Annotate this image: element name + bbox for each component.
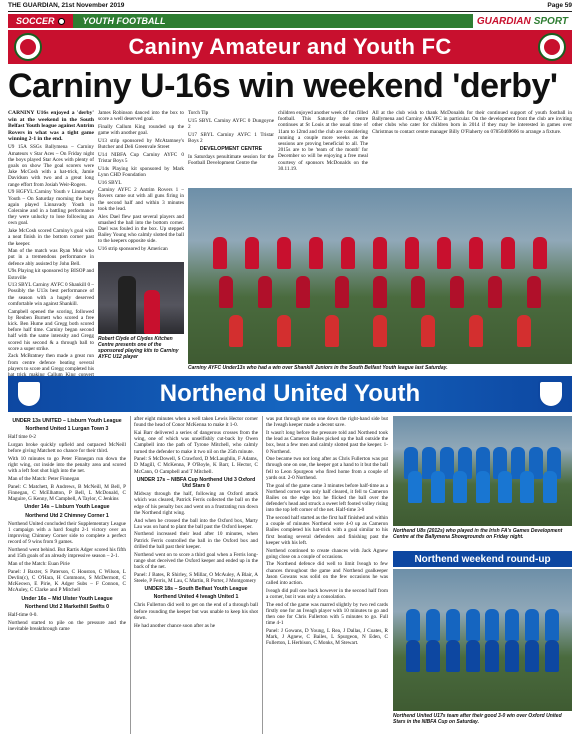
club-crest-icon bbox=[538, 33, 566, 61]
story2-col2-body bbox=[134, 416, 258, 629]
player-figure bbox=[335, 276, 349, 308]
carniny-u13-caption: Carniny AYFC Under13s who had a win over Shankill Juniors in the South Belfast Youth league last Saturday. bbox=[188, 365, 448, 371]
match-heading: UNDER 18s – South Belfast Youth League bbox=[144, 586, 248, 593]
carniny-u13-team-photo bbox=[188, 188, 572, 364]
player-figure bbox=[488, 276, 502, 308]
paragraph: Half-time 0-0. bbox=[8, 611, 38, 618]
player-figure bbox=[446, 609, 460, 641]
player-figure bbox=[406, 640, 420, 672]
match-heading: Northend United 4 Iveagh United 1 bbox=[153, 594, 239, 601]
story1-col1-body bbox=[8, 110, 94, 384]
paragraph: was put through one on one down the right-hand side but the Iveagh keeper made a decent save. bbox=[266, 416, 388, 429]
brand-sport: SPORT bbox=[533, 15, 568, 27]
boy-figure bbox=[144, 290, 160, 334]
paragraph: Panel: J Baxter, S Paterson, C Houston, C Wilson, L Devlin(c), C O'Hara, H Commons, S McDermott, C McKeown, E Pirie, K Adger Subs – F Connon, C McAuley, C Clarke and P Mitchell bbox=[8, 568, 126, 594]
paragraph: children enjoyed another week of fun filled football. This Saturday the centre continues at St Louis at the usual time of 11am to 12md and the club are considering running a couple more weeks as the sessions are proving beneficial to all. The 2015s are to be 'team of the month' for December so will be enjoying a free meal courtesy of sponsors McDonalds on the 30.11.19. bbox=[278, 110, 368, 172]
player-figure bbox=[498, 471, 512, 503]
story1-col1 bbox=[8, 110, 94, 370]
player-figure bbox=[469, 237, 483, 269]
paragraph: Northend increased their lead after 10 minutes, when Patrick Ferris controlled the ball in the Oxford box and drilled the ball past their keeper. bbox=[134, 531, 258, 550]
player-figure bbox=[527, 276, 541, 308]
player-figure bbox=[501, 237, 515, 269]
match-heading: UNDER 13s UNITED – Lisburn Youth League bbox=[12, 418, 122, 424]
paragraph: Half time 0-2 bbox=[8, 434, 36, 441]
player-figure bbox=[229, 315, 243, 347]
northend-banner bbox=[8, 376, 572, 412]
paragraph: Northend United concluded their Supplementary League 1 campaign with a hard fought 2-1 victory over an improving Chimney Corner side to complete a perfect record of 9 wins from 9 games. bbox=[8, 520, 126, 546]
player-figure bbox=[450, 276, 464, 308]
paragraph: One became two not long after as Chris Fullerton was put through one on one, the keeper got a hand to it but the ball fell to Leon Spurgeon who fired home from a couple of yards out. 2-0 Northend. bbox=[266, 456, 388, 481]
player-figure bbox=[466, 609, 480, 641]
player-figure bbox=[520, 471, 534, 503]
soccer-tag bbox=[8, 14, 73, 28]
player-figure bbox=[309, 237, 323, 269]
paragraph: And when he crossed the ball into the Oxford box, Marty Lau was on hand to plant the ball past the Oxford keeper. bbox=[134, 517, 258, 530]
paragraph: U14s Playing kit sponsored by Mark Lynn CHD Foundation bbox=[98, 165, 184, 178]
paragraph: Finally Callum King rounded up the game with another goal. bbox=[98, 123, 184, 137]
paragraph: U16 strip sponsored by American bbox=[98, 246, 168, 253]
paragraph: Jake McCosh scored Carniny's goal with a neat finish in the bottom corner past the keeper. bbox=[8, 228, 94, 247]
player-figure bbox=[405, 237, 419, 269]
player-figure bbox=[476, 471, 490, 503]
player-figure bbox=[213, 237, 227, 269]
paragraph: Zack McBratney then made a great run from centre defence beating several players to score and Gregg completed his bbox=[8, 353, 94, 372]
match-heading: UNDER 17s – NIBFA Cup Northend Utd 3 Oxford Utd Stars 0 bbox=[136, 476, 256, 490]
paragraph: after eight minutes when a well taken Lewis Hector corner found the head of Conor McKenna to make it 1-0. bbox=[134, 416, 258, 429]
player-figure bbox=[341, 237, 355, 269]
football-icon bbox=[58, 18, 65, 25]
section-bar bbox=[8, 14, 572, 28]
northend-crest-icon bbox=[16, 380, 42, 408]
kit-presentation-photo bbox=[98, 262, 184, 334]
paragraph: Man of the Match: Peter Finnegan bbox=[8, 476, 80, 483]
story1-col2-body bbox=[98, 110, 184, 252]
paragraph: Man of the match was Ryan Muir who put in a tremendous performance in defence ably assisted by John Bell. bbox=[8, 248, 94, 267]
paragraph: He had another chance soon after as he bbox=[134, 622, 216, 629]
story2-col3 bbox=[266, 416, 388, 734]
paragraph: Kai Barr delivered a series of dangerous crosses from the wing, one of which was unselfishly cut-back by Owen Campbell into the path of Tyrone Mitchell, who calmly turned the defender to make it two nil on the 25th minute. bbox=[134, 429, 258, 455]
club-crest-icon bbox=[14, 33, 42, 61]
paragraph: Iveagh did pull one back however in the second half from a corner, but it was only a consolation. bbox=[266, 587, 388, 600]
story1-col4-body bbox=[278, 110, 368, 172]
paragraph: U9 HGFYL:Carniny Youth v Linnavady Youth – On Saturday morning the boys again played Linnavady Youth in Coleraine and in a battling performance they were unlucky to lose following an own goal. bbox=[8, 189, 94, 227]
page-headline: Carniny U-16s win weekend 'derby' bbox=[8, 67, 558, 105]
story2-col3-body bbox=[266, 416, 388, 647]
paragraph: Northend started to pile on the pressure and the inevitable breakthrough came bbox=[8, 619, 126, 632]
paragraph: Panel: J Gowans, D Young, L Rea, J Dallas, J Coates, R Mark, J Agnew, C Bailes, L Spurgeon, N Eden, C Fullerton, L Herbison, C Monks, M Stewart. bbox=[266, 628, 388, 647]
paragraph: U14 NIBFA Cup Carniny AYFC 0 Tristar Boys 5 bbox=[98, 151, 184, 164]
paragraph: Man of the Match: Euan Pirie bbox=[8, 561, 70, 568]
story2-col1 bbox=[8, 416, 126, 734]
player-figure bbox=[426, 640, 440, 672]
player-figure bbox=[485, 640, 499, 672]
player-figure bbox=[245, 237, 259, 269]
paragraph: U17 SBYL Carniny AYFC 1 Tristar Boys 2 bbox=[188, 131, 274, 144]
story2-col2 bbox=[134, 416, 258, 734]
player-figure bbox=[408, 471, 422, 503]
player-figure bbox=[453, 471, 467, 503]
story1-col5-body bbox=[372, 110, 572, 135]
player-figure bbox=[505, 640, 519, 672]
paragraph: U16 SBYL bbox=[98, 179, 122, 186]
paragraph: Northend went behind. But Rartis Adger scored his fifth and 15th goals of an already impressive season – 2-1. bbox=[8, 547, 126, 560]
paragraph: Carniny AYFC 2 Antrim Rovers 1 – Rovers came out with all guns firing in the second half and within 3 minutes took the lead. bbox=[98, 187, 184, 212]
player-figure bbox=[219, 276, 233, 308]
paragraph: All at the club wish to thank McDonalds for their continued support of youth football in Ballymena and Carniny A&YFC in particular. On the development front the club are inviting other clubs who cater for children born in 2014 if they may be interested in games over Christmas to contact centre manager Billy O'Flaherty on 07850469666 to arrange a fixture. bbox=[372, 110, 572, 135]
match-heading: Northend United 1 Lurgan Town 3 bbox=[25, 426, 109, 433]
paragraph: The goal of the game came 3 minutes before half-time as a Northend corner was only half cleared, it fell to Cameron Bailes on the edge box he flicked the ball over the defender's head and struck a sweet left footed volley rising into the top left corner of the net. Half-time 3-0 bbox=[266, 482, 388, 514]
weekend-roundup-banner: Northend weekend round-up bbox=[393, 551, 572, 567]
paragraph: Lurgan broke quickly upfield and outpaced McNeill before giving Matchett no chance for their third. bbox=[8, 442, 126, 455]
player-figure bbox=[469, 315, 483, 347]
player-figure bbox=[543, 471, 557, 503]
brand-guardian: GUARDIAN bbox=[476, 15, 531, 27]
player-figure bbox=[277, 315, 291, 347]
paragraph: Torch Tip bbox=[188, 110, 209, 116]
player-figure bbox=[373, 276, 387, 308]
player-figure bbox=[525, 609, 539, 641]
development-centre-heading: DEVELOPMENT CENTRE bbox=[199, 146, 263, 153]
player-figure bbox=[525, 640, 539, 672]
masthead bbox=[8, 2, 572, 12]
paragraph: Panel: S McDowell, S Crawford, D McLaughlin, F Adams, D Magill, C McKenna, P O'Boyle, K Barr, L Hector, C McCann, O Campbell and T Mitchell. bbox=[134, 456, 258, 475]
paragraph: Panel: C Matchett, B Andrews, B McNeill, M Bell, P Finnegan, C McElhatton, P Bell, L McDonald, C Maguire, G Kenny, M Campbell, A Taylor, C Jenkins bbox=[8, 483, 126, 503]
paragraph: James Robinson danced into the box to score a well deserved goal. bbox=[98, 110, 184, 123]
column-rule bbox=[130, 416, 131, 734]
player-figure bbox=[431, 471, 445, 503]
paragraph: U9 15A SSGs Ballymena – Carniny Amateurs v Star Aces – On Friday night the boys played Star Aces with plenty of goals on show The goal scorers were Jake McCosh with a hat-trick, Jamie Davidson with two and a great long range effort from Josiah Weir-Rogers. bbox=[8, 144, 94, 188]
guardian-sport-logo bbox=[473, 14, 572, 28]
story1-col4 bbox=[278, 110, 368, 185]
player-figure bbox=[258, 276, 272, 308]
paragraph: U15 SBYL Carniny AYFC 0 Dungoyne 2 bbox=[188, 117, 274, 130]
northend-u8-photo bbox=[393, 416, 572, 526]
paragraph: U13 SBYL Carniny AYFC 0 Shankill 0 – Possibly the U13s best performance of the season with a hugely deserved comfortable win against Shankill. bbox=[8, 282, 94, 307]
player-figure bbox=[437, 237, 451, 269]
northend-crest-icon bbox=[538, 380, 564, 408]
player-figure bbox=[446, 640, 460, 672]
paragraph: Northend continued to create chances with Jack Agnew going close on a couple of occasions. bbox=[266, 547, 388, 560]
paragraph: Northend went on to score a third goal when a Ferris long-range shot deceived the Oxford keeper and ended up in the back of the net. bbox=[134, 551, 258, 570]
northend-u17-caption: Northend United U17s team after their good 3-0 win over Oxford United Stars in the NIBFA Cup on Saturday. bbox=[393, 713, 562, 725]
northend-u8-caption: Northend U8s (2012s) who played in the Irish FA's Games Development Centre at the Ballymena Showgrounds on Friday night. bbox=[393, 528, 563, 540]
paragraph: It wasn't long before the pressure told and Northend took the lead as Cameron Bailes picked up the ball outside the box, beat a few men and calmly slotted past the keeper. 1-0 Northend. bbox=[266, 429, 388, 455]
story1-col2 bbox=[98, 110, 184, 260]
story2-col1-body bbox=[8, 418, 126, 632]
story1-col5 bbox=[372, 110, 572, 185]
carniny-banner bbox=[8, 30, 572, 64]
player-figure bbox=[296, 276, 310, 308]
paragraph: Chris Fullerton did well to get on the end of a through ball before rounding the keeper but was unable to keep his shot down. bbox=[134, 602, 258, 621]
paragraph: Midway through the half, following an Oxford attack which was cleared, Patrick Ferris collected the ball on the edge of his penalty box and went on a frustrating run down the Northend right wing. bbox=[134, 491, 258, 516]
paragraph: Campbell opened the scoring, followed by Reuben Burnett who scored a free kick. Ben Hume and Gregg both scored before half time. Carniny began second half with the same intensity and Gregg scored his second & a through ball to score a super strike. bbox=[8, 308, 94, 352]
player-figure bbox=[505, 609, 519, 641]
player-figure bbox=[466, 640, 480, 672]
player-figure bbox=[517, 315, 531, 347]
paragraph: The end of the game was marred slightly by two red cards firstly one for an Iveagh player with 10 minutes to go and then one for Chris Fullerton with 5 minutes to go. Full time 4-1 bbox=[266, 601, 388, 627]
northend-u17-photo bbox=[393, 569, 572, 711]
paragraph: The Northend defence did well to limit Iveagh to few chances throughout the game and Northend goalkeeper Jason Gowans was solid on the few occasions he was called into action. bbox=[266, 561, 388, 587]
player-figure bbox=[373, 315, 387, 347]
masthead-date: THE GUARDIAN, 21st November 2019 bbox=[8, 2, 125, 9]
match-heading: Under 16s – Mid Ulster Youth League bbox=[21, 595, 113, 602]
northend-banner-title: Northend United Youth bbox=[159, 380, 421, 407]
player-figure bbox=[533, 237, 547, 269]
player-figure bbox=[373, 237, 387, 269]
kit-presentation-caption: Robert Clyde of Clydes Kitchen Centre presents one of the sponsored playing kits to Carniny AYFC U12 player bbox=[98, 336, 179, 360]
player-figure bbox=[485, 609, 499, 641]
youth-football-tag: YOUTH FOOTBALL bbox=[73, 14, 473, 28]
match-heading: Northend Utd 2 Markethill Swifts 0 bbox=[24, 603, 110, 610]
paragraph: In Saturdays penultimate session for the Football Development Centre the bbox=[188, 154, 274, 167]
player-figure bbox=[545, 640, 559, 672]
player-figure bbox=[411, 276, 425, 308]
soccer-label: SOCCER bbox=[16, 16, 55, 26]
match-heading: Under 14s – Lisburn Youth League bbox=[24, 504, 110, 511]
player-figure bbox=[426, 609, 440, 641]
story1-col3 bbox=[188, 110, 274, 200]
match-heading: Northend Utd 2 Chimney Corner 1 bbox=[25, 512, 109, 519]
man-figure bbox=[118, 276, 136, 334]
player-figure bbox=[277, 237, 291, 269]
paragraph: Alex Dael flew past several players and smashed the ball into the bottom corner. Dael was fouled in the box. Up stepped Bailey Young who calmly slotted the ball to the keepers opposite side. bbox=[98, 213, 184, 245]
paragraph: U13 strip sponsored by McAtamney's Butcher and Deli Greenvale Street bbox=[98, 137, 184, 151]
player-figure bbox=[421, 315, 435, 347]
paragraph: CARNINY U16s enjoyed a 'derby' win at the weekend in the South Belfast Youth league against Antrim Rovers in what was a tight game winning 2-1 in the end. bbox=[8, 110, 94, 143]
story1-col3-body bbox=[188, 110, 274, 144]
story1-col3b-body bbox=[188, 154, 274, 166]
paragraph: The second half started as the first half finished and within a couple of minutes Northend were 4-0 up as Cameron Bailes completed his hat-trick with a goal similar to his first beating several defenders and finishing past the keeper with his left. bbox=[266, 515, 388, 546]
paragraph: U9s Playing kit sponsored by BISOP and Estoville bbox=[8, 268, 94, 281]
paragraph: Panel: J Bates, R Shirley, S Millar, O McAuley, A Blair, A Steele, P Ferris, M Lau, C Martin, R Porter, J Montgomery bbox=[134, 571, 258, 584]
player-figure bbox=[406, 609, 420, 641]
paragraph: With 10 minutes to go Peter Finnegan run down the right wing, cut inside into the penalty area and scored with a left foot shot high into the net. bbox=[8, 456, 126, 475]
page-number: Page 59 bbox=[547, 2, 572, 9]
column-rule bbox=[262, 416, 263, 734]
player-figure bbox=[545, 609, 559, 641]
player-figure bbox=[325, 315, 339, 347]
carniny-banner-title: Caniny Amateur and Youth FC bbox=[128, 34, 452, 59]
